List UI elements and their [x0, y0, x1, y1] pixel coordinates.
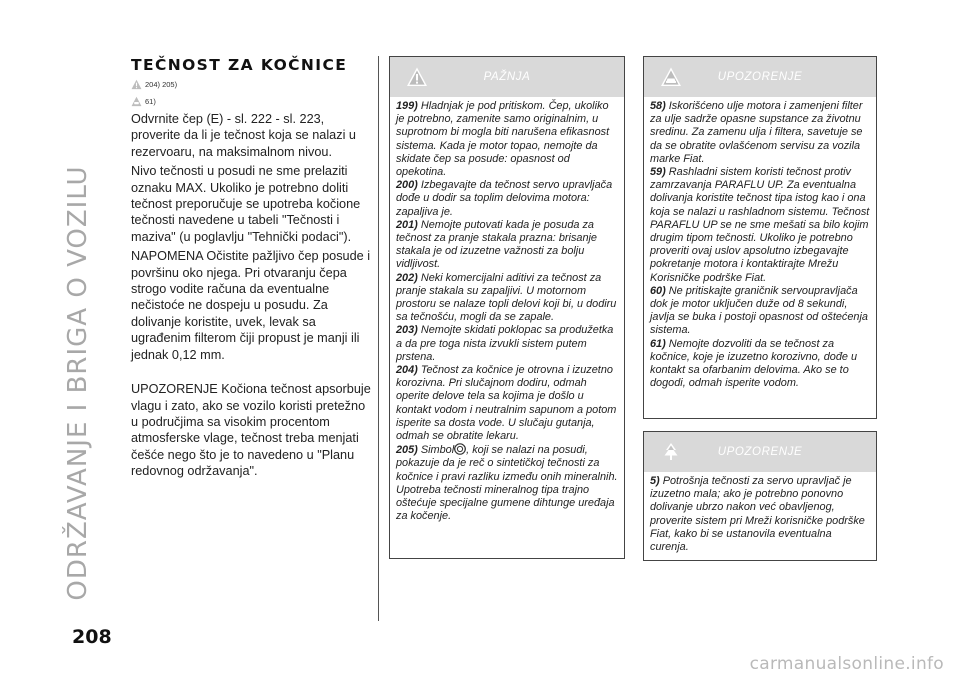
upozorenje-panel-2-body — [644, 472, 876, 558]
paznja-panel-header — [390, 57, 624, 97]
upozorenje-panel-2-title: UPOZORENJE — [717, 446, 803, 458]
section-title: TEČNOST ZA KOČNICE — [131, 56, 348, 74]
note-item: 202) Neki komercijalni aditivi za tečnost za pranje stakala su zapaljivi. U motornom prostoru se nalaze topli delovi koji bi, u dodiru sa tečnošću, mogli da se zapale. — [396, 271, 617, 324]
note-item: 58) Iskorišćeno ulje motora i zamenjeni filter za ulje sadrže opasne supstance za životnu sredinu. Za zamenu ulja i filtera, savetuje se da se obratite ovlašćenom servisu za vozila marke Fiat. — [650, 100, 863, 165]
warning-refs-text: 204) 205) — [145, 79, 178, 89]
car-warning-icon — [660, 66, 682, 88]
warning-refs-row-2 — [131, 94, 371, 108]
warning-refs-row-1 — [131, 77, 371, 91]
paragraph-note: NAPOMENA Očistite pažljivo čep posude i površinu oko njega. Pri otvaranju čepa strogo vodite računa da eventualne nečistoće ne dospeju u posudu. Za dolivanje koristite, uvek, levak sa ugrađenim filterom čiji propust je manji ili jednak 0,12 mm. — [131, 249, 371, 362]
paznja-panel-body — [390, 97, 624, 528]
note-item: 61) Nemojte dozvoliti da se tečnost za kočnice, koje je izuzetno korozivno, dođe u kontakt sa ofarbanim delovima. Ako se to dogodi, odmah isperite vodom. — [650, 337, 858, 390]
note-item: 199) Hladnjak je pod pritiskom. Čep, ukoliko je potrebno, zamenite samo originalnim, u suprotnom bi mogla biti narušena efikasnost sistema. Kada je motor topao, nemojte da skidate čep sa posude: opasnost od opekotina. — [396, 100, 610, 179]
column-divider — [378, 56, 379, 621]
warning-triangle-icon — [131, 79, 142, 90]
brake-fluid-section — [131, 56, 371, 480]
car-warning-icon — [131, 96, 142, 107]
brake-fluid-icon — [454, 443, 466, 455]
paragraph-check-level: Odvrnite čep (E) - sl. 222 - sl. 223, proverite da li je tečnost koja se nalazi u rezervoaru, na maksimalnom nivou. — [131, 112, 356, 159]
note-item: 59) Rashladni sistem koristi tečnost protiv zamrzavanja PARAFLU UP. Za eventualna dolivanja koristite tečnost tipa istog kao i ona koja se nalazi u rashladnom sistemu. Tečnost PARAFLU UP se ne sme mešati sa bilo kojim drugim tipom tečnosti. Ukoliko je potrebno proveriti ovaj uslov apsolutno izbegavajte pokretanje motora i kontaktirajte Mrežu Korisničke podrške Fiat. — [650, 166, 870, 284]
note-item: 204) Tečnost za kočnice je otrovna i izuzetno korozivna. Pri slučajnom dodiru, odmah operite delove tela sa kojima je došlo u kontakt vodom i neutralnim sapunom a potom isperite sa dosta vode. U slučaju gutanja, odmah se obratite lekaru. — [396, 364, 617, 443]
watermark: carmanualsonline.info — [749, 654, 944, 674]
note-item: 5) Potrošnja tečnosti za servo upravljač je izuzetno mala; ako je potrebno ponovno dolivanje ubrzo nakon već obavljenog, proverite sistem pri Mreži korisničke podrške Fiat, kako bi se ustanovila eventualna curenja. — [650, 475, 865, 554]
paragraph-max-level: Nivo tečnosti u posudi ne sme prelaziti oznaku MAX. Ukoliko je potrebno doliti tečnost preporučuje se upotreba kočione tečnosti navedene u tabeli "Tečnosti i maziva" (u poglavlju "Tehnički podaci"). — [131, 164, 361, 244]
note-item: 205) Simbol , koji se nalazi na posudi, pokazuje da je reč o sintetičkoj tečnosti za kočnice i pravi razliku između onih mineralnih. Upotreba tečnosti mineralnog tipa trajno oštećuje specijalne gumene dihtunge uređaja za kočenje. — [396, 444, 618, 523]
caution-refs-text: 61) — [145, 96, 156, 106]
paznja-panel — [389, 56, 625, 559]
chapter-side-title: ODRŽAVANJE I BRIGA O VOZILU — [63, 165, 93, 601]
note-item: 201) Nemojte putovati kada je posuda za tečnost za pranje stakala prazna: brisanje stakala je od izuzetne važnosti za bolju vidljivost. — [396, 218, 597, 271]
upozorenje-panel-1-header — [644, 57, 876, 97]
section-body — [131, 111, 371, 480]
upozorenje-panel-1-body — [644, 97, 876, 394]
upozorenje-panel-1-title: UPOZORENJE — [717, 71, 803, 83]
page-number: 208 — [72, 626, 112, 648]
upozorenje-panel-2 — [643, 431, 877, 561]
paragraph-caution: UPOZORENJE Kočiona tečnost apsorbuje vlagu i zato, ako se vozilo koristi pretežno u područjima sa visokim procentom atmosferske vlage, tečnost treba menjati češće nego što je to navedeno u "Planu redovnog održavanja". — [131, 382, 371, 479]
note-item: 60) Ne pritiskajte graničnik servoupravljača dok je motor uključen duže od 8 sekundi, javlja se buka i postoji opasnost od oštećenja sistema. — [650, 284, 868, 337]
paznja-panel-title: PAŽNJA — [483, 71, 531, 83]
note-item: 200) Izbegavajte da tečnost servo upravljača dođe u dodir sa toplim delovima motora: zapaljiva je. — [396, 179, 613, 218]
tree-eco-icon — [660, 441, 682, 463]
warning-triangle-icon — [406, 66, 428, 88]
upozorenje-panel-1 — [643, 56, 877, 419]
upozorenje-panel-2-header — [644, 432, 876, 472]
note-item: 203) Nemojte skidati poklopac sa produžetka a da pre toga nista izvukli sistem putem prstena. — [396, 324, 614, 363]
